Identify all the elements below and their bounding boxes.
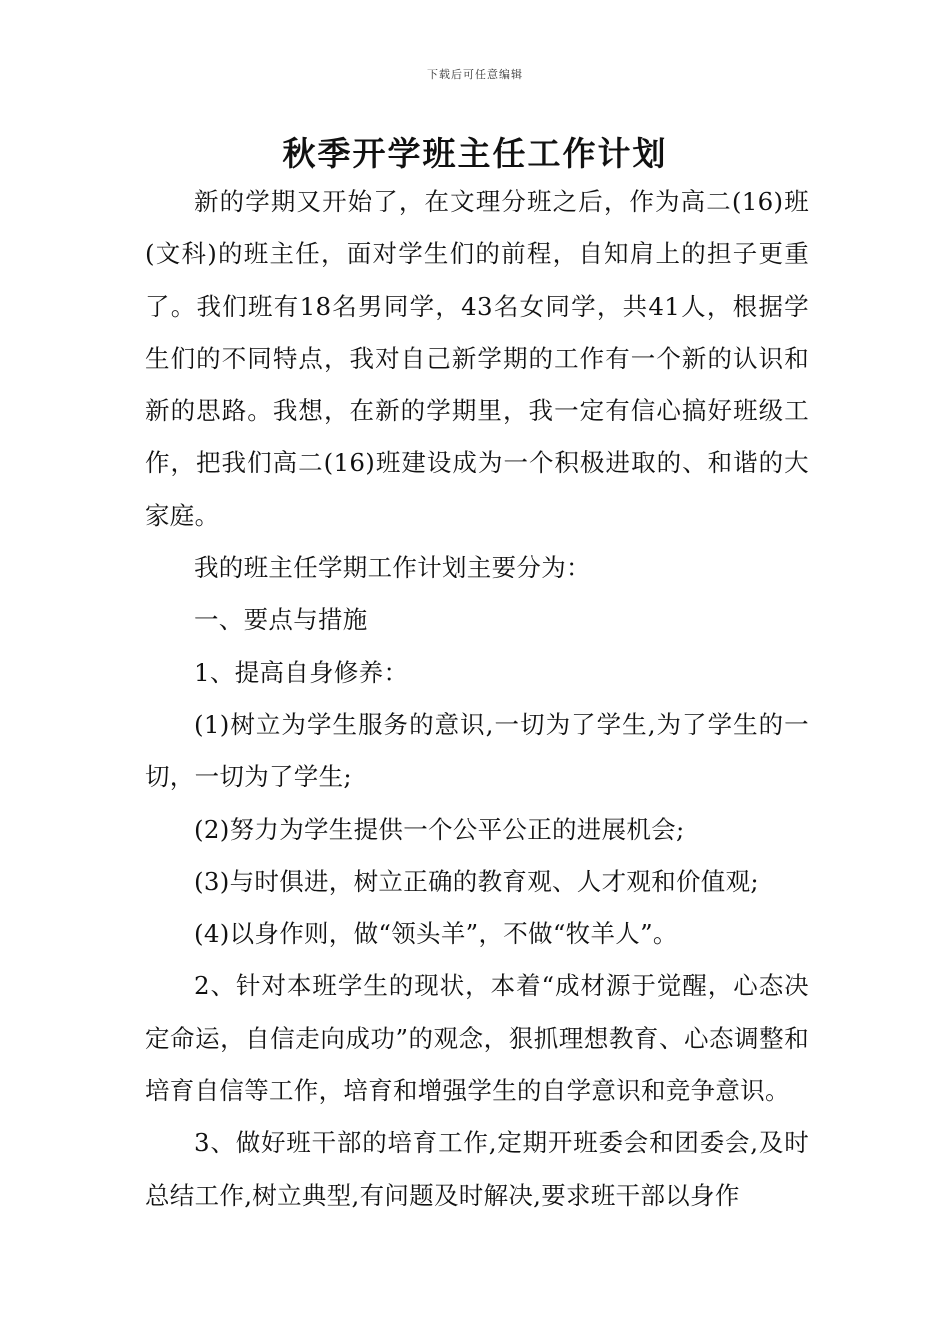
document-title: 秋季开学班主任工作计划 — [282, 134, 668, 173]
document-body — [145, 176, 809, 1222]
sub-item-4: (4)以身作则，做“领头羊”，不做“牧羊人”。 — [194, 919, 678, 949]
item-student-mindset: 2、针对本班学生的现状，本着“成材源于觉醒，心态决定命运，自信走向成功”的观念，狠抓理想教育、心态调整和培育自信等工作，培育和增强学生的自学意识和竞争意识。 — [145, 971, 809, 1106]
page-header-note: 下载后可任意编辑 — [427, 68, 523, 81]
item-self-cultivation: 1、提高自身修养： — [194, 657, 409, 687]
section-heading-key-points: 一、要点与措施 — [194, 605, 368, 635]
paragraph-intro: 新的学期又开始了，在文理分班之后，作为高二(16)班(文科)的班主任，面对学生们的前程，自知肩上的担子更重了。我们班有18名男同学，43名女同学，共41人，根据学生们的不同特点，我对自己新学期的工作有一个新的认识和新的思路。我想，在新的学期里，我一定有信心搞好班级工作，把我们高二(16)班建设成为一个积极进取的、和谐的大家庭。 — [145, 187, 809, 530]
sub-item-1: (1)树立为学生服务的意识,一切为了学生,为了学生的一切，一切为了学生; — [145, 709, 809, 792]
item-class-cadres: 3、做好班干部的培育工作,定期开班委会和团委会,及时总结工作,树立典型,有问题及时解决,要求班干部以身作 — [145, 1128, 809, 1210]
paragraph-plan-overview: 我的班主任学期工作计划主要分为： — [194, 553, 591, 583]
sub-item-3: (3)与时俱进，树立正确的教育观、人才观和价值观; — [194, 866, 759, 896]
sub-item-2: (2)努力为学生提供一个公平公正的进展机会; — [194, 814, 685, 844]
